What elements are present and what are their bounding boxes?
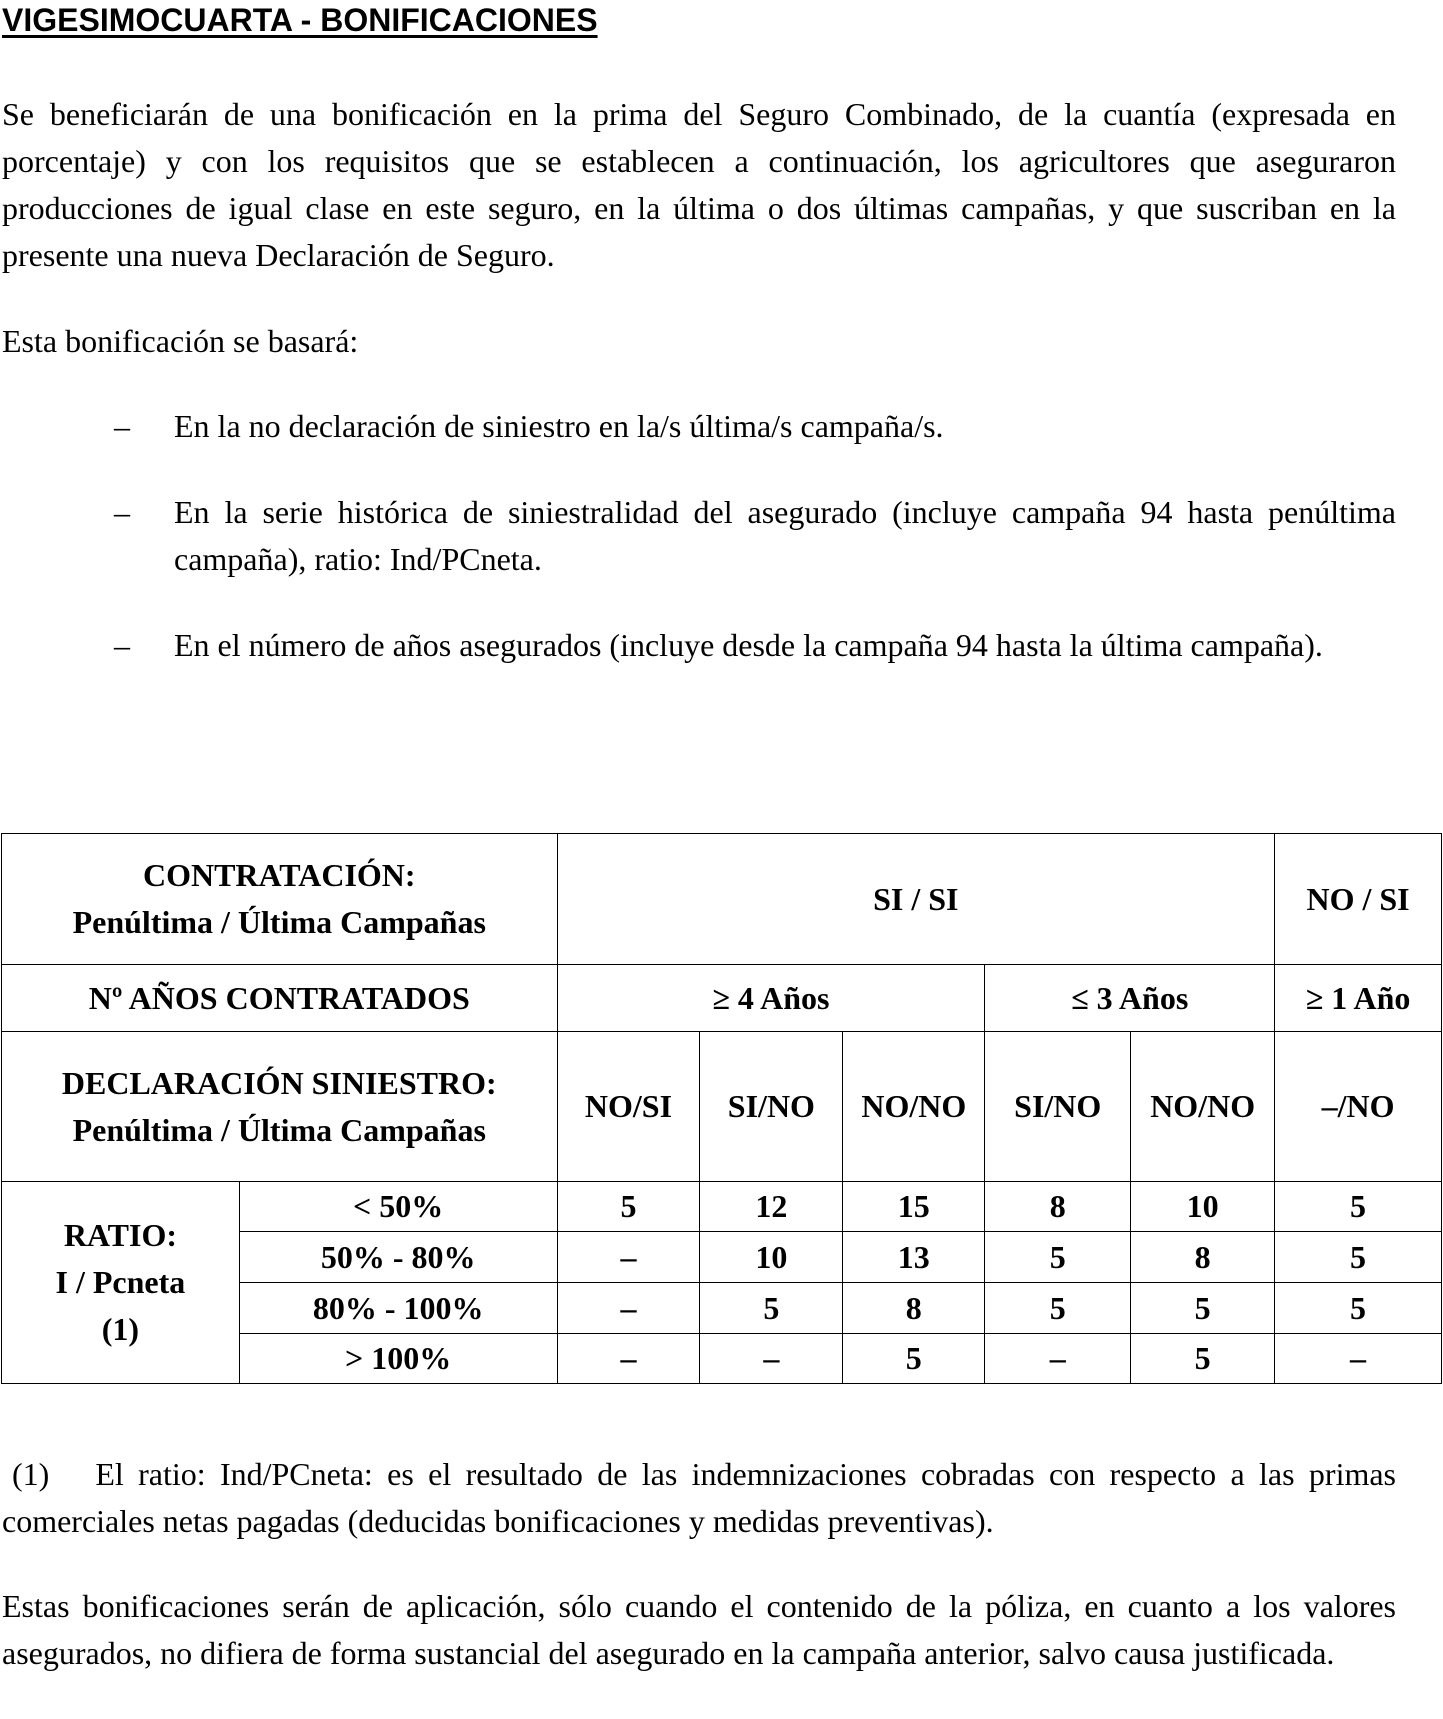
bonus-table	[1, 833, 1442, 1384]
anos-label: Nº AÑOS CONTRATADOS	[2, 965, 558, 1032]
anos-le3: ≤ 3 Años	[985, 965, 1275, 1032]
ratio-value: 8	[985, 1182, 1131, 1232]
no-si-header: NO / SI	[1275, 834, 1442, 965]
contratacion-label	[2, 834, 558, 965]
ratio-value: –	[557, 1334, 700, 1384]
bullet-text: En la serie histórica de siniestralidad del asegurado (incluye campaña 94 hasta penúltima campaña), ratio: Ind/PCneta.	[174, 494, 1396, 577]
ratio-value: 5	[1131, 1334, 1275, 1384]
decl-col: –/NO	[1275, 1032, 1442, 1182]
anos-ge1: ≥ 1 Año	[1275, 965, 1442, 1032]
ratio-value: –	[1275, 1334, 1442, 1384]
ratio-range: 80% - 100%	[239, 1283, 557, 1334]
bullet-dash: –	[114, 627, 130, 663]
anos-row	[2, 965, 1442, 1032]
bullet-text: En la no declaración de siniestro en la/s última/s campaña/s.	[174, 408, 944, 444]
bullet-item	[114, 622, 1396, 669]
decl-col: NO/NO	[843, 1032, 985, 1182]
ratio-value: 5	[1275, 1232, 1442, 1283]
bullet-dash: –	[114, 494, 130, 530]
ratio-row	[2, 1182, 1442, 1232]
bullet-item	[114, 489, 1396, 583]
ratio-label-line2: I / Pcneta	[55, 1264, 186, 1300]
contratacion-label-line2: Penúltima / Última Campañas	[72, 904, 486, 940]
ratio-range: 50% - 80%	[239, 1232, 557, 1283]
footnote	[2, 1451, 1396, 1545]
ratio-value: –	[700, 1334, 843, 1384]
intro-paragraph: Se beneficiarán de una bonificación en la prima del Seguro Combinado, de la cuantía (expresada en porcentaje) y con los requisitos que se establecen a continuación, los agricultores que aseguraron producciones de igual clase en este seguro, en la última o dos últimas campañas, y que suscriban en la presente una nueva Declaración de Seguro.	[2, 96, 1396, 273]
ratio-value: –	[985, 1334, 1131, 1384]
ratio-value: 15	[843, 1182, 985, 1232]
declaracion-label	[2, 1032, 558, 1182]
ratio-value: 5	[843, 1334, 985, 1384]
ratio-value: 12	[700, 1182, 843, 1232]
ratio-value: 5	[557, 1182, 700, 1232]
anos-ge4: ≥ 4 Años	[557, 965, 985, 1032]
ratio-value: 5	[700, 1283, 843, 1334]
ratio-range: > 100%	[239, 1334, 557, 1384]
bullet-item	[114, 403, 1396, 450]
ratio-value: –	[557, 1283, 700, 1334]
declaracion-row	[2, 1032, 1442, 1182]
ratio-value: 5	[985, 1283, 1131, 1334]
declaracion-label-line1: DECLARACIÓN SINIESTRO:	[61, 1064, 497, 1101]
ratio-value: 5	[985, 1232, 1131, 1283]
bullet-text: En el número de años asegurados (incluye desde la campaña 94 hasta la última campaña).	[174, 627, 1323, 663]
si-si-header: SI / SI	[557, 834, 1275, 965]
ratio-value: 8	[843, 1283, 985, 1334]
ratio-range: < 50%	[239, 1182, 557, 1232]
ratio-value: 5	[1275, 1283, 1442, 1334]
ratio-value: 10	[700, 1232, 843, 1283]
ratio-value: 8	[1131, 1232, 1275, 1283]
contratacion-label-line1: CONTRATACIÓN:	[142, 857, 416, 893]
section-title: VIGESIMOCUARTA - BONIFICACIONES	[2, 2, 598, 38]
ratio-value: 10	[1131, 1182, 1275, 1232]
decl-col: SI/NO	[700, 1032, 843, 1182]
footnote-text: El ratio: Ind/PCneta: es el resultado de las indemnizaciones cobradas con respecto a las primas comerciales netas pagadas (deducidas bonificaciones y medidas preventivas).	[2, 1456, 1396, 1539]
bullet-dash: –	[114, 408, 130, 444]
ratio-label-line3: (1)	[101, 1311, 140, 1347]
declaracion-label-line2: Penúltima / Última Campañas	[72, 1111, 486, 1148]
basis-intro: Esta bonificación se basará:	[2, 323, 359, 359]
decl-col: NO/NO	[1131, 1032, 1275, 1182]
footnote-marker: (1)	[12, 1456, 50, 1492]
ratio-value: –	[557, 1232, 700, 1283]
ratio-label-line1: RATIO:	[63, 1217, 177, 1253]
decl-col: SI/NO	[985, 1032, 1131, 1182]
ratio-value: 5	[1131, 1283, 1275, 1334]
ratio-value: 13	[843, 1232, 985, 1283]
ratio-label	[2, 1182, 240, 1384]
closing-paragraph: Estas bonificaciones serán de aplicación, sólo cuando el contenido de la póliza, en cuanto a los valores asegurados, no difiera de forma sustancial del asegurado en la campaña anterior, salvo causa justificada.	[2, 1588, 1396, 1671]
decl-col: NO/SI	[557, 1032, 700, 1182]
contratacion-row	[2, 834, 1442, 965]
ratio-value: 5	[1275, 1182, 1442, 1232]
